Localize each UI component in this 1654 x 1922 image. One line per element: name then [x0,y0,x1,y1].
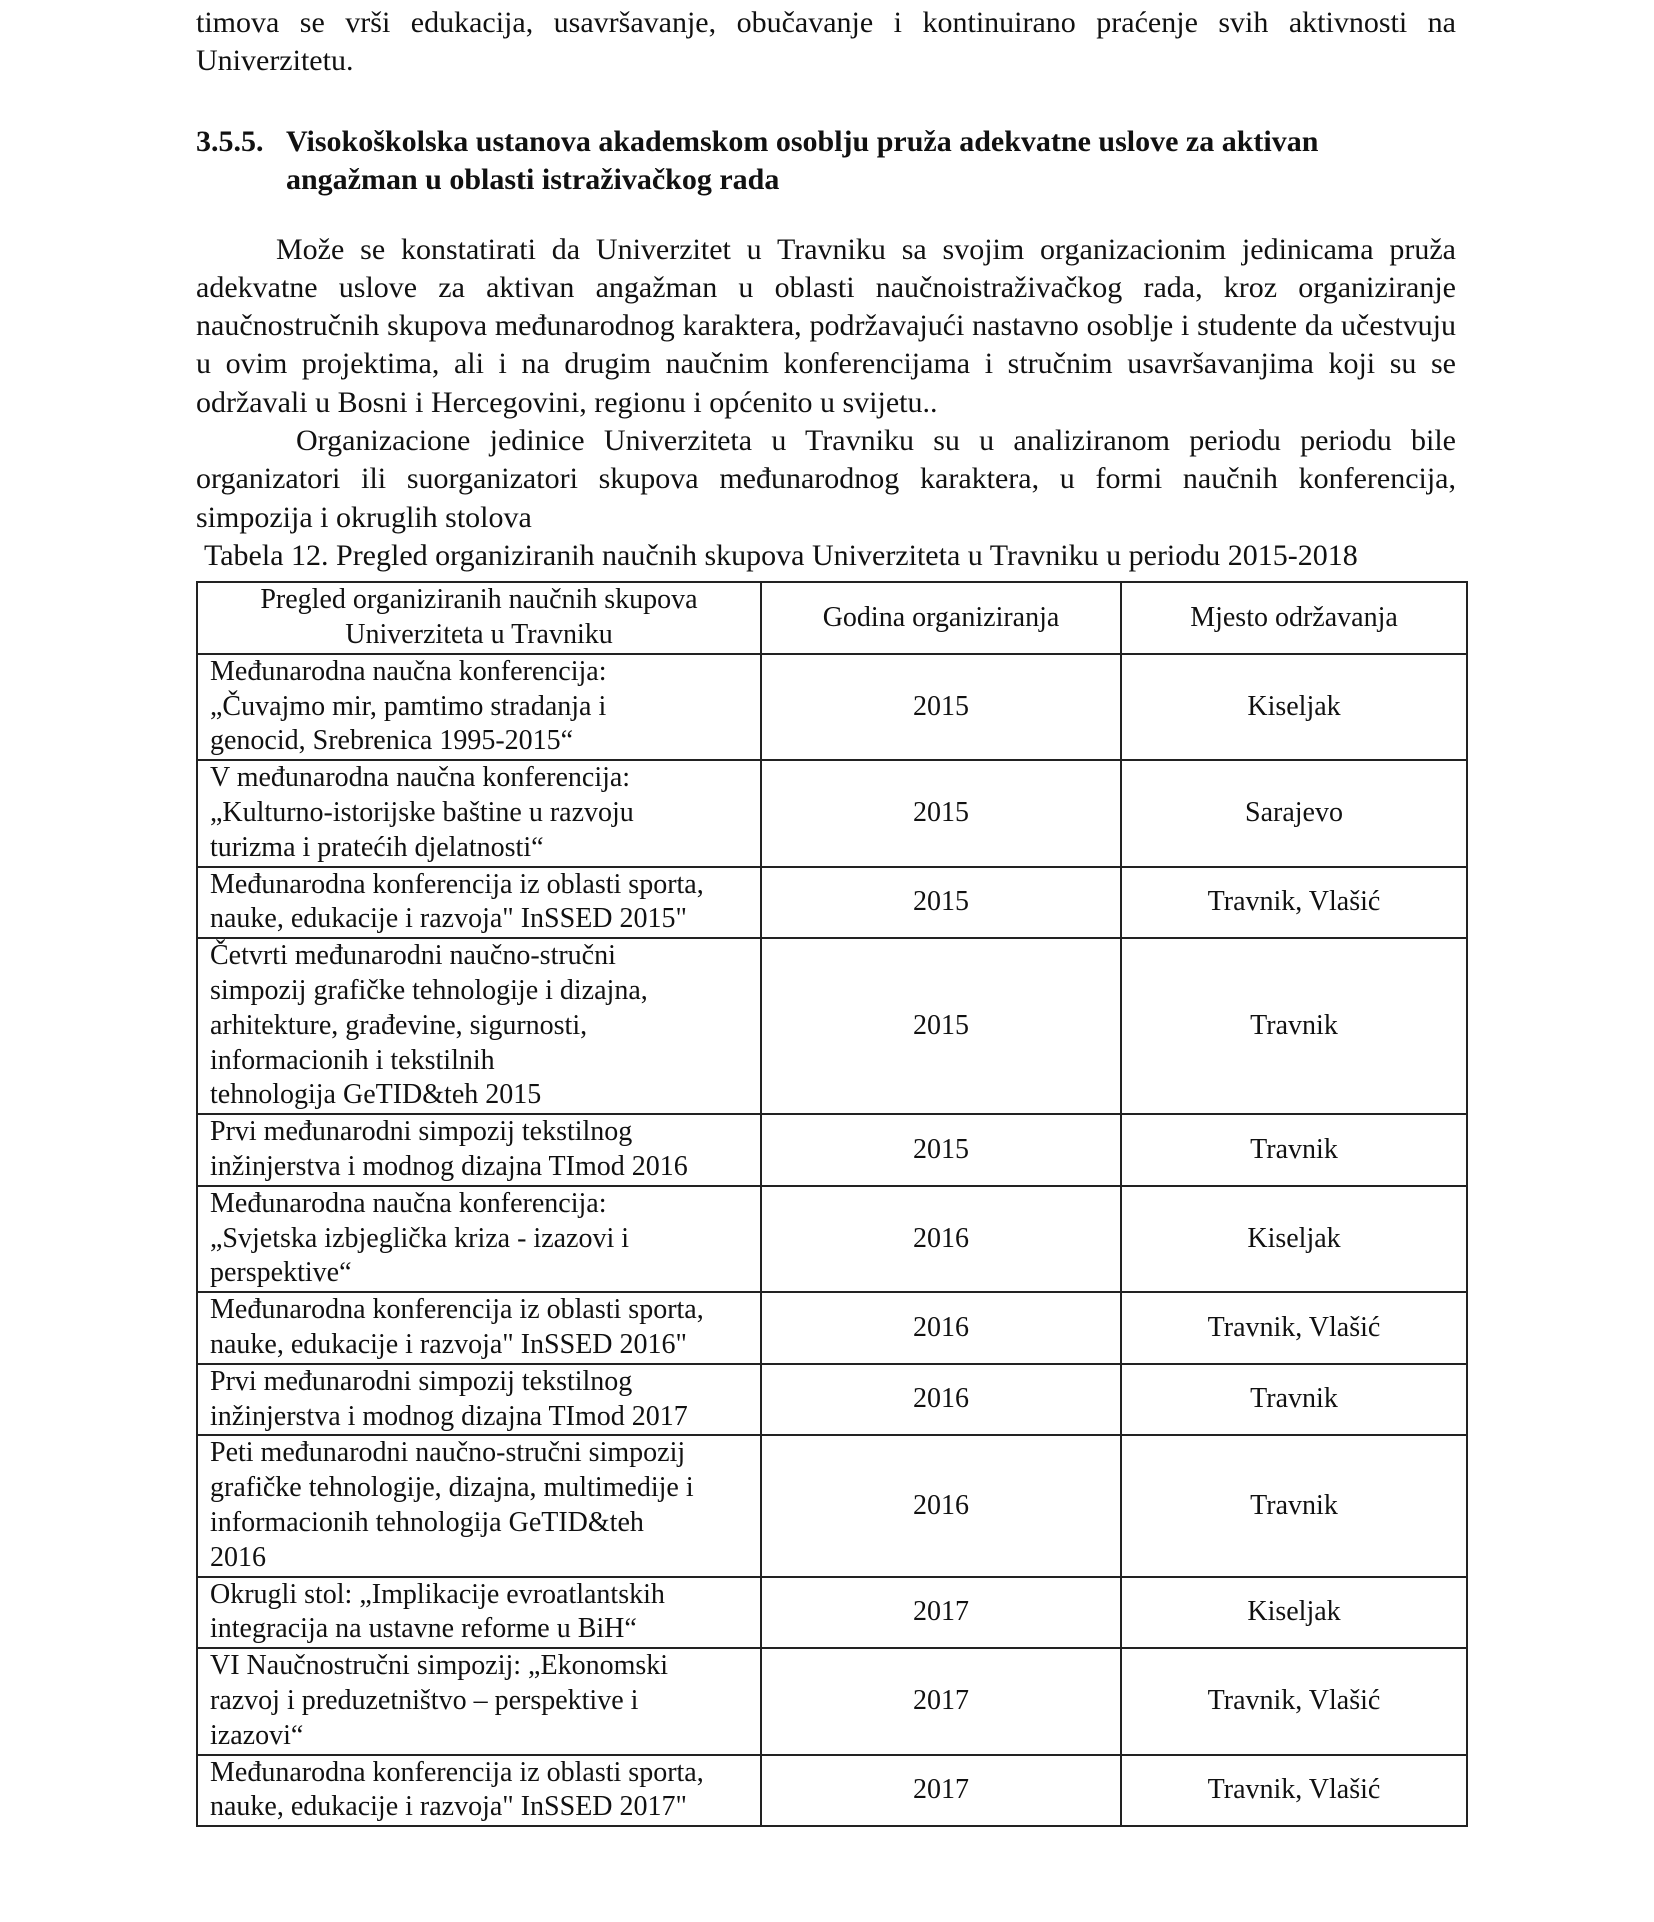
event-line: Međunarodna konferencija iz oblasti sporta, [210,868,704,900]
place-cell: Travnik [1121,1114,1467,1186]
table-row [197,760,1467,866]
table-row [197,1577,1467,1649]
event-line: Međunarodna konferencija iz oblasti sporta, [210,1756,704,1788]
event-line: inžinjerstva i modnog dizajna TImod 2016 [210,1151,688,1183]
event-cell [197,654,761,760]
event-cell [197,1186,761,1292]
event-line: Peti međunarodni naučno-stručni simpozij [210,1437,686,1469]
table-row [197,1755,1467,1827]
event-line: „Kulturno-istorijske baštine u razvoju [210,797,634,829]
place-cell: Travnik, Vlašić [1121,1292,1467,1364]
place-cell: Kiseljak [1121,1186,1467,1292]
place-cell: Kiseljak [1121,654,1467,760]
event-line: nauke, edukacije i razvoja" InSSED 2016" [210,1329,687,1360]
event-line: arhitekture, građevine, sigurnosti, [210,1009,588,1041]
event-cell [197,760,761,866]
year-cell: 2017 [761,1755,1121,1827]
place-cell: Kiseljak [1121,1577,1467,1649]
table-row [197,1186,1467,1292]
table-row [197,1292,1467,1364]
body-paragraph-2: Organizacione jedinice Univerziteta u Travniku su u analiziranom periodu periodu bile organizatori ili suorganizatori skupova međunarodnog karaktera, u formi naučnih konferencija, simpozija i okruglih stolova [196,424,1456,534]
table-row [197,1114,1467,1186]
year-cell: 2017 [761,1577,1121,1649]
year-cell: 2015 [761,938,1121,1114]
event-cell [197,1364,761,1436]
year-cell: 2015 [761,760,1121,866]
event-line: izazovi“ [210,1719,304,1751]
event-line: Prvi međunarodni simpozij tekstilnog [210,1365,633,1397]
place-cell: Travnik [1121,1364,1467,1436]
table-row [197,938,1467,1114]
event-cell [197,938,761,1114]
table-caption: Tabela 12. Pregled organiziranih naučnih skupova Univerziteta u Travniku u periodu 2015-2018 [204,538,1358,572]
event-line: Četvrti međunarodni naučno-stručni [210,940,616,972]
event-line: informacionih i tekstilnih [210,1044,495,1076]
event-line: VI Naučnostručni simpozij: „Ekonomski [210,1650,669,1682]
body-paragraph-1: Može se konstatirati da Univerzitet u Travniku sa svojim organizacionim jedinicama pruža adekvatne uslove za aktivan angažman u oblasti naučnoistraživačkog rada, kroz organiziranje naučnostručnih skupova međunarodnog karaktera, podržavajući nastavno osoblje i studente da učestvuju u ovim projektima, ali i na drugim naučnim konferencijama i stručnim usavršavanjima koji su se održavali u Bosni i Hercegovini, regionu i općenito u svijetu.. [196,232,1456,419]
event-cell [197,1648,761,1754]
header-year: Godina organiziranja [761,582,1121,654]
table-row [197,654,1467,760]
document-page [196,0,1456,1827]
event-line: inžinjerstva i modnog dizajna TImod 2017 [210,1400,688,1432]
event-line: nauke, edukacije i razvoja" InSSED 2017" [210,1791,687,1823]
event-line: grafičke tehnologije, dizajna, multimedije i [210,1472,694,1504]
event-line: „Čuvajmo mir, pamtimo stradanja i [210,690,607,722]
event-cell [197,1755,761,1827]
event-line: Međunarodna konferencija iz oblasti sporta, [210,1294,704,1326]
event-line: razvoj i preduzetništvo – perspektive i [210,1684,639,1716]
place-cell: Travnik [1121,1435,1467,1576]
event-line: Prvi međunarodni simpozij tekstilnog [210,1116,633,1148]
table-header-row [197,582,1467,654]
event-cell [197,1114,761,1186]
event-line: nauke, edukacije i razvoja" InSSED 2015" [210,903,687,935]
event-line: 2016 [210,1541,266,1573]
event-line: informacionih tehnologija GeTID&teh [210,1506,644,1538]
event-line: integracija na ustavne reforme u BiH“ [210,1613,637,1645]
event-line: Međunarodna naučna konferencija: [210,1187,607,1219]
event-cell [197,1577,761,1649]
table-row [197,1435,1467,1576]
year-cell: 2016 [761,1364,1121,1436]
event-line: tehnologija GeTID&teh 2015 [210,1079,542,1111]
event-line: Međunarodna naučna konferencija: [210,655,607,687]
year-cell: 2015 [761,1114,1121,1186]
section-title: Visokoškolska ustanova akademskom osoblju pruža adekvatne uslove za aktivan angažman u oblasti istraživačkog rada [286,124,1319,196]
year-cell: 2016 [761,1186,1121,1292]
event-line: genocid, Srebrenica 1995-2015“ [210,725,574,757]
event-line: turizma i pratećih djelatnosti“ [210,831,544,863]
year-cell: 2016 [761,1292,1121,1364]
event-cell [197,1435,761,1576]
table-row [197,867,1467,939]
header-event: Pregled organiziranih naučnih skupova Univerziteta u Travniku [197,582,761,654]
year-cell: 2016 [761,1435,1121,1576]
year-cell: 2017 [761,1648,1121,1754]
event-line: simpozij grafičke tehnologije i dizajna, [210,975,648,1007]
intro-paragraph: timova se vrši edukacija, usavršavanje, obučavanje i kontinuirano praćenje svih aktivnosti na Univerzitetu. [196,6,1456,78]
section-number: 3.5.5. [196,124,264,158]
section-heading [196,123,1456,199]
place-cell: Travnik, Vlašić [1121,1648,1467,1754]
event-cell [197,867,761,939]
place-cell: Travnik, Vlašić [1121,867,1467,939]
table-row [197,1648,1467,1754]
table-row [197,1364,1467,1436]
event-cell [197,1292,761,1364]
year-cell: 2015 [761,654,1121,760]
event-line: perspektive“ [210,1257,352,1289]
place-cell: Travnik, Vlašić [1121,1755,1467,1827]
table-body [197,654,1467,1826]
place-cell: Travnik [1121,938,1467,1114]
event-line: „Svjetska izbjeglička kriza - izazovi i [210,1222,630,1254]
year-cell: 2015 [761,867,1121,939]
header-place: Mjesto održavanja [1121,582,1467,654]
event-line: V međunarodna naučna konferencija: [210,762,631,794]
event-line: Okrugli stol: „Implikacije evroatlantskih [210,1578,665,1610]
place-cell: Sarajevo [1121,760,1467,866]
conferences-table [196,581,1468,1827]
